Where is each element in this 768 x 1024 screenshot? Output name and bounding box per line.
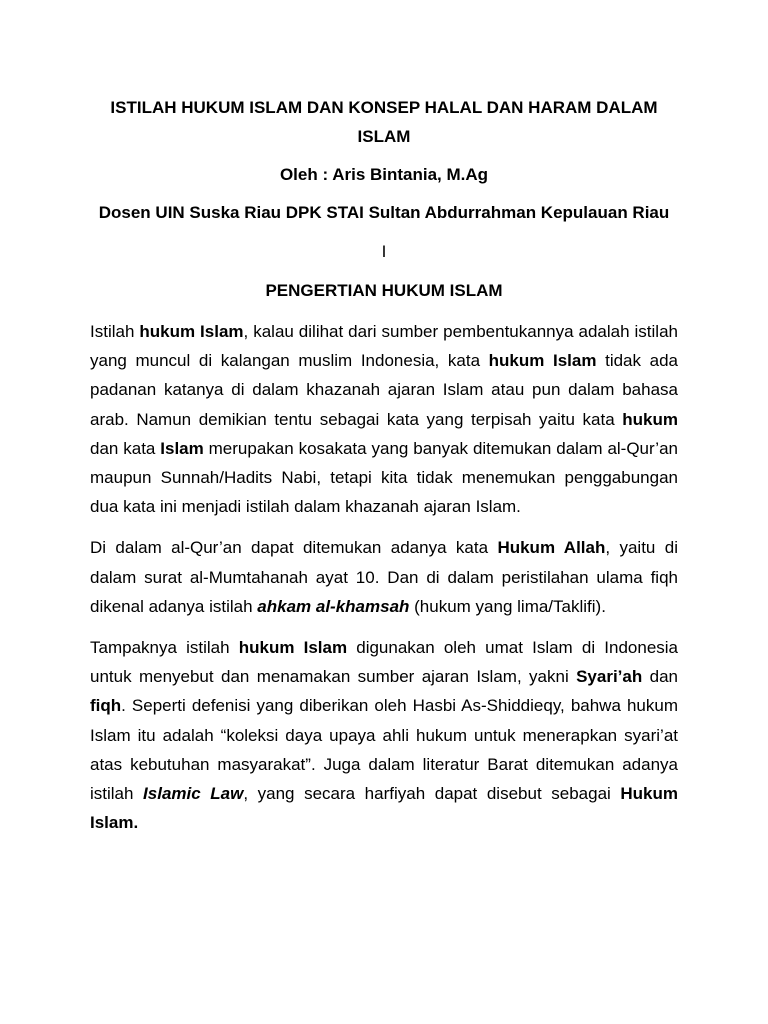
author-line: Oleh : Aris Bintania, M.Ag xyxy=(279,165,489,184)
section-number: I xyxy=(381,242,387,261)
p3-bold-3: fiqh xyxy=(90,696,122,716)
p1-text-5: merupakan kosakata yang banyak ditemukan dalam al-Qur’an maupun Sunnah/Hadits Nabi, tetapi kita tidak menemukan penggabungan dua kata ini menjadi istilah dalam khazanah ajaran Islam. xyxy=(90,438,678,517)
p1-text-4: dan kata xyxy=(90,438,161,458)
p1-text-3: tidak ada padanan katanya di dalam khazanah ajaran Islam atau pun dalam bahasa arab. Namun demikian tentu sebagai kata yang terpisah yaitu kata xyxy=(90,351,678,429)
p2-text-1: Di dalam al-Qur’an dapat ditemukan adanya kata xyxy=(90,538,498,558)
p3-bold-1: hukum Islam xyxy=(238,638,348,658)
p3-text-1: Tampaknya istilah xyxy=(90,638,239,658)
section-heading: PENGERTIAN HUKUM ISLAM xyxy=(265,281,503,300)
p3-text-5: , yang secara harfiyah dapat disebut sebagai xyxy=(243,784,621,804)
p1-text-2: , kalau dilihat dari sumber pembentukannya adalah istilah yang muncul di kalangan muslim Indonesia, kata xyxy=(90,322,678,371)
p3-text-3: dan xyxy=(642,667,678,687)
p3-bold-2: Syari’ah xyxy=(576,667,643,687)
p2-text-3: (hukum yang lima/Taklifi). xyxy=(409,596,606,616)
p3-bold-italic-1: Islamic Law xyxy=(143,784,244,804)
p2-bold-1: Hukum Allah xyxy=(497,538,606,558)
p3-text-2: digunakan oleh umat Islam di Indonesia untuk menyebut dan menamakan sumber ajaran Islam, yakni xyxy=(90,638,678,687)
document-title: ISTILAH HUKUM ISLAM DAN KONSEP HALAL DAN HARAM DALAM ISLAM xyxy=(110,98,658,146)
paragraph-2 xyxy=(90,533,678,621)
p2-bold-italic-1: ahkam al-khamsah xyxy=(257,596,410,616)
p3-text-4: . Seperti defenisi yang diberikan oleh Hasbi As-Shiddieqy, bahwa hukum Islam itu adalah “koleksi daya upaya ahli hukum untuk menerapkan syari’at atas kebutuhan masyarakat”. Juga dalam literatur Barat ditemukan adanya istilah xyxy=(90,696,678,804)
p1-text-1: Istilah xyxy=(90,322,140,341)
paragraph-3 xyxy=(90,633,678,837)
p2-text-2: , yaitu di dalam surat al-Mumtahanah ayat 10. Dan di dalam peristilahan ulama fiqh dikenal adanya istilah xyxy=(90,538,678,616)
affiliation-line: Dosen UIN Suska Riau DPK STAI Sultan Abdurrahman Kepulauan Riau xyxy=(98,203,670,222)
p1-bold-3: hukum xyxy=(622,409,678,429)
paragraph-1 xyxy=(90,317,678,521)
p3-bold-4: Hukum Islam. xyxy=(90,784,678,833)
p1-bold-4: Islam xyxy=(160,438,204,458)
p1-bold-2: hukum Islam xyxy=(488,351,597,371)
p1-bold-1: hukum Islam xyxy=(139,322,244,341)
document-body xyxy=(90,93,678,837)
